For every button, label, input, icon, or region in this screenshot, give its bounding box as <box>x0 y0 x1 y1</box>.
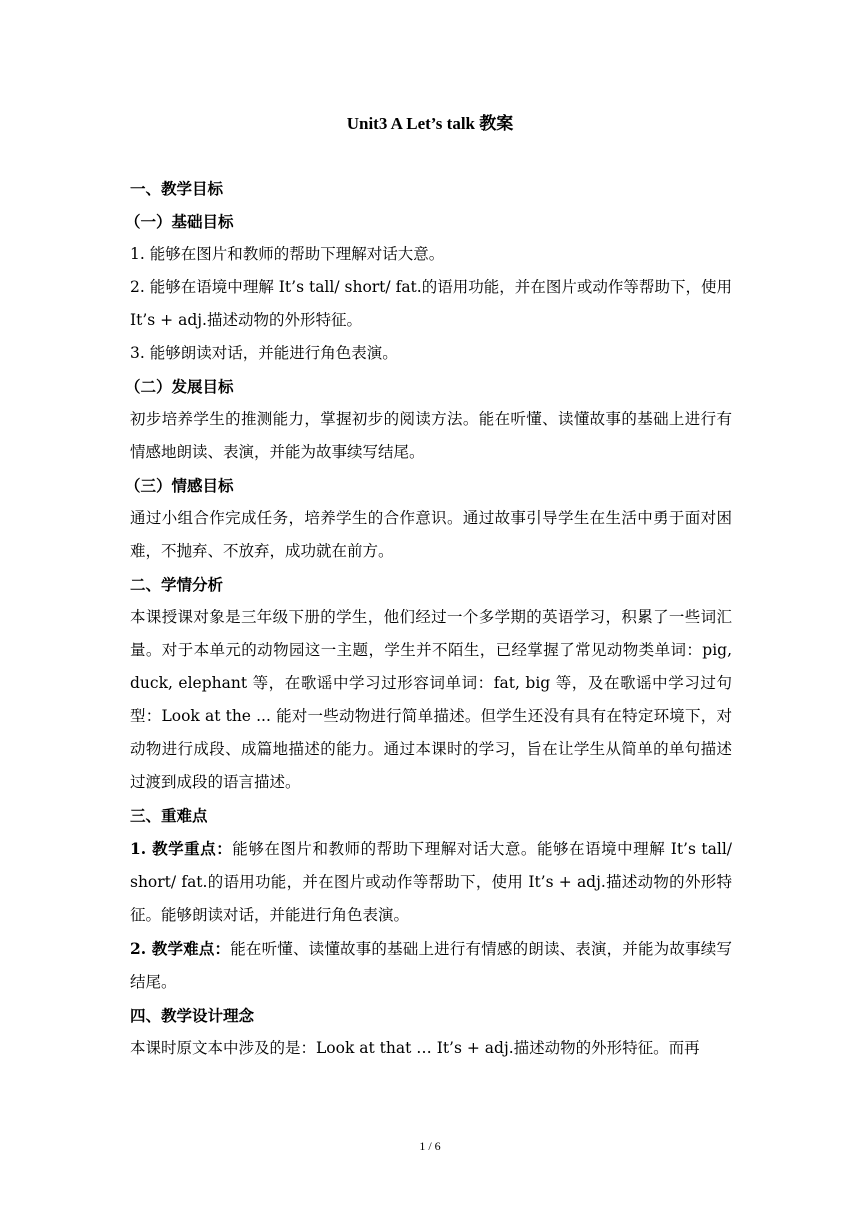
key-point-text: 能够在图片和教师的帮助下理解对话大意。能够在语境中理解 It’s tall/ short/ fat.的语用功能，并在图片或动作等帮助下，使用 It’s + adj.描述动物的外形特征。能够朗读对话，并能进行角色表演。 <box>130 840 733 924</box>
difficult-point-label: 2. 教学难点： <box>130 939 231 958</box>
difficult-point-paragraph <box>130 932 732 999</box>
emotion-paragraph: 通过小组合作完成任务，培养学生的合作意识。通过故事引导学生在生活中勇于面对困难，不抛弃、不放弃，成功就在前方。 <box>130 509 732 560</box>
objective-item-2: 2. 能够在语境中理解 It’s tall/ short/ fat.的语用功能，并在图片或动作等帮助下，使用 It’s + adj.描述动物的外形特征。 <box>130 278 732 329</box>
subsection-heading-basic: （一）基础目标 <box>125 212 234 231</box>
section-heading-objectives: 一、教学目标 <box>130 179 224 198</box>
key-point-label: 1. 教学重点： <box>130 839 233 858</box>
subsection-heading-development: （二）发展目标 <box>125 377 234 396</box>
objective-item-3: 3. 能够朗读对话，并能进行角色表演。 <box>130 344 398 362</box>
analysis-paragraph: 本课授课对象是三年级下册的学生，他们经过一个多学期的英语学习，积累了一些词汇量。对于本单元的动物园这一主题，学生并不陌生，已经掌握了常见动物类单词：pig, duck, elephant 等，在歌谣中学习过形容词单词：fat, big 等，及在歌谣中学习过句型：Look at the ... 能对一些动物进行简单描述。但学生还没有具有在特定环境下，对动物进行成段、成篇地描述的能力。通过本课时的学习，旨在让学生从简单的单句描述过渡到成段的语言描述。 <box>130 608 732 791</box>
page-number: 1 / 6 <box>419 1139 441 1153</box>
document-body <box>125 172 733 1065</box>
development-paragraph: 初步培养学生的推测能力，掌握初步的阅读方法。能在听懂、读懂故事的基础上进行有情感地朗读、表演，并能为故事续写结尾。 <box>130 410 732 461</box>
subsection-heading-emotion: （三）情感目标 <box>125 476 234 495</box>
objective-item-1: 1. 能够在图片和教师的帮助下理解对话大意。 <box>130 245 445 263</box>
section-heading-key-points: 三、重难点 <box>130 806 208 825</box>
document-title: Unit3 A Let’s talk 教案 <box>346 114 514 133</box>
difficult-point-text: 能在听懂、读懂故事的基础上进行有情感的朗读、表演，并能为故事续写结尾。 <box>130 940 732 991</box>
section-heading-design-concept: 四、教学设计理念 <box>130 1006 255 1025</box>
design-concept-paragraph: 本课时原文本中涉及的是：Look at that … It’s + adj.描述动物的外形特征。而再 <box>130 1039 700 1057</box>
key-point-paragraph <box>130 832 732 932</box>
section-heading-analysis: 二、学情分析 <box>130 575 224 594</box>
